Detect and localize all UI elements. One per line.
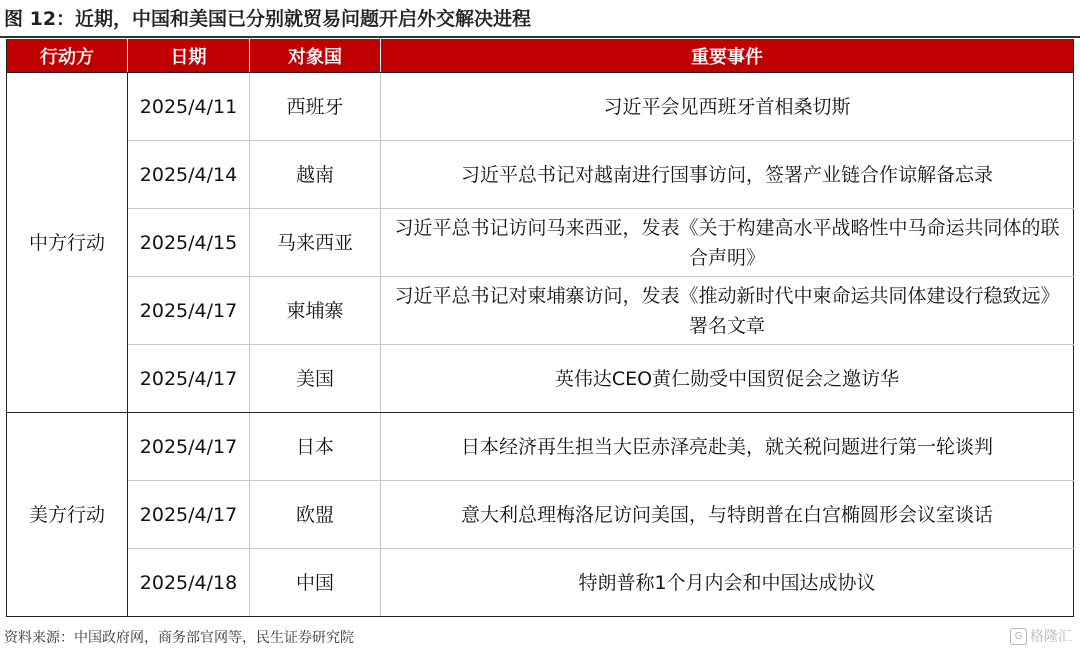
- table-row: [7, 141, 1074, 209]
- date-cell: 2025/4/14: [128, 141, 250, 209]
- actor-cell-china: 中方行动: [7, 73, 128, 413]
- header-row: [7, 40, 1074, 73]
- header-actor: 行动方: [7, 40, 128, 73]
- table-row: [7, 481, 1074, 549]
- date-cell: 2025/4/17: [128, 481, 250, 549]
- logo-g-icon: G: [1010, 628, 1027, 645]
- country-cell: 马来西亚: [250, 209, 381, 277]
- date-cell: 2025/4/17: [128, 413, 250, 481]
- event-cell: 习近平总书记对越南进行国事访问，签署产业链合作谅解备忘录: [381, 141, 1074, 209]
- country-cell: 美国: [250, 345, 381, 413]
- event-cell: 英伟达CEO黄仁勋受中国贸促会之邀访华: [381, 345, 1074, 413]
- source-note: 资料来源：中国政府网，商务部官网等，民生证券研究院: [4, 630, 354, 646]
- events-table: [6, 39, 1074, 617]
- country-cell: 中国: [250, 549, 381, 617]
- header-country: 对象国: [250, 40, 381, 73]
- table-row: [7, 345, 1074, 413]
- table-row: [7, 73, 1074, 141]
- actor-cell-us: 美方行动: [7, 413, 128, 617]
- table-row: [7, 209, 1074, 277]
- country-cell: 日本: [250, 413, 381, 481]
- header-date: 日期: [128, 40, 250, 73]
- country-cell: 西班牙: [250, 73, 381, 141]
- event-cell: 习近平总书记对柬埔寨访问，发表《推动新时代中柬命运共同体建设行稳致远》署名文章: [381, 277, 1074, 345]
- country-cell: 越南: [250, 141, 381, 209]
- title-divider: [0, 36, 1080, 38]
- date-cell: 2025/4/17: [128, 277, 250, 345]
- table-row: [7, 413, 1074, 481]
- date-cell: 2025/4/17: [128, 345, 250, 413]
- country-cell: 欧盟: [250, 481, 381, 549]
- event-cell: 特朗普称1个月内会和中国达成协议: [381, 549, 1074, 617]
- watermark: [1010, 626, 1072, 646]
- event-cell: 习近平会见西班牙首相桑切斯: [381, 73, 1074, 141]
- table-row: [7, 277, 1074, 345]
- event-cell: 习近平总书记访问马来西亚，发表《关于构建高水平战略性中马命运共同体的联合声明》: [381, 209, 1074, 277]
- date-cell: 2025/4/11: [128, 73, 250, 141]
- event-cell: 意大利总理梅洛尼访问美国，与特朗普在白宫椭圆形会议室谈话: [381, 481, 1074, 549]
- country-cell: 柬埔寨: [250, 277, 381, 345]
- figure-title: 图 12：近期，中国和美国已分别就贸易问题开启外交解决进程: [4, 8, 532, 30]
- header-event: 重要事件: [381, 40, 1074, 73]
- watermark-text: 格隆汇: [1030, 629, 1072, 645]
- table-row: [7, 549, 1074, 617]
- date-cell: 2025/4/15: [128, 209, 250, 277]
- event-cell: 日本经济再生担当大臣赤泽亮赴美，就关税问题进行第一轮谈判: [381, 413, 1074, 481]
- date-cell: 2025/4/18: [128, 549, 250, 617]
